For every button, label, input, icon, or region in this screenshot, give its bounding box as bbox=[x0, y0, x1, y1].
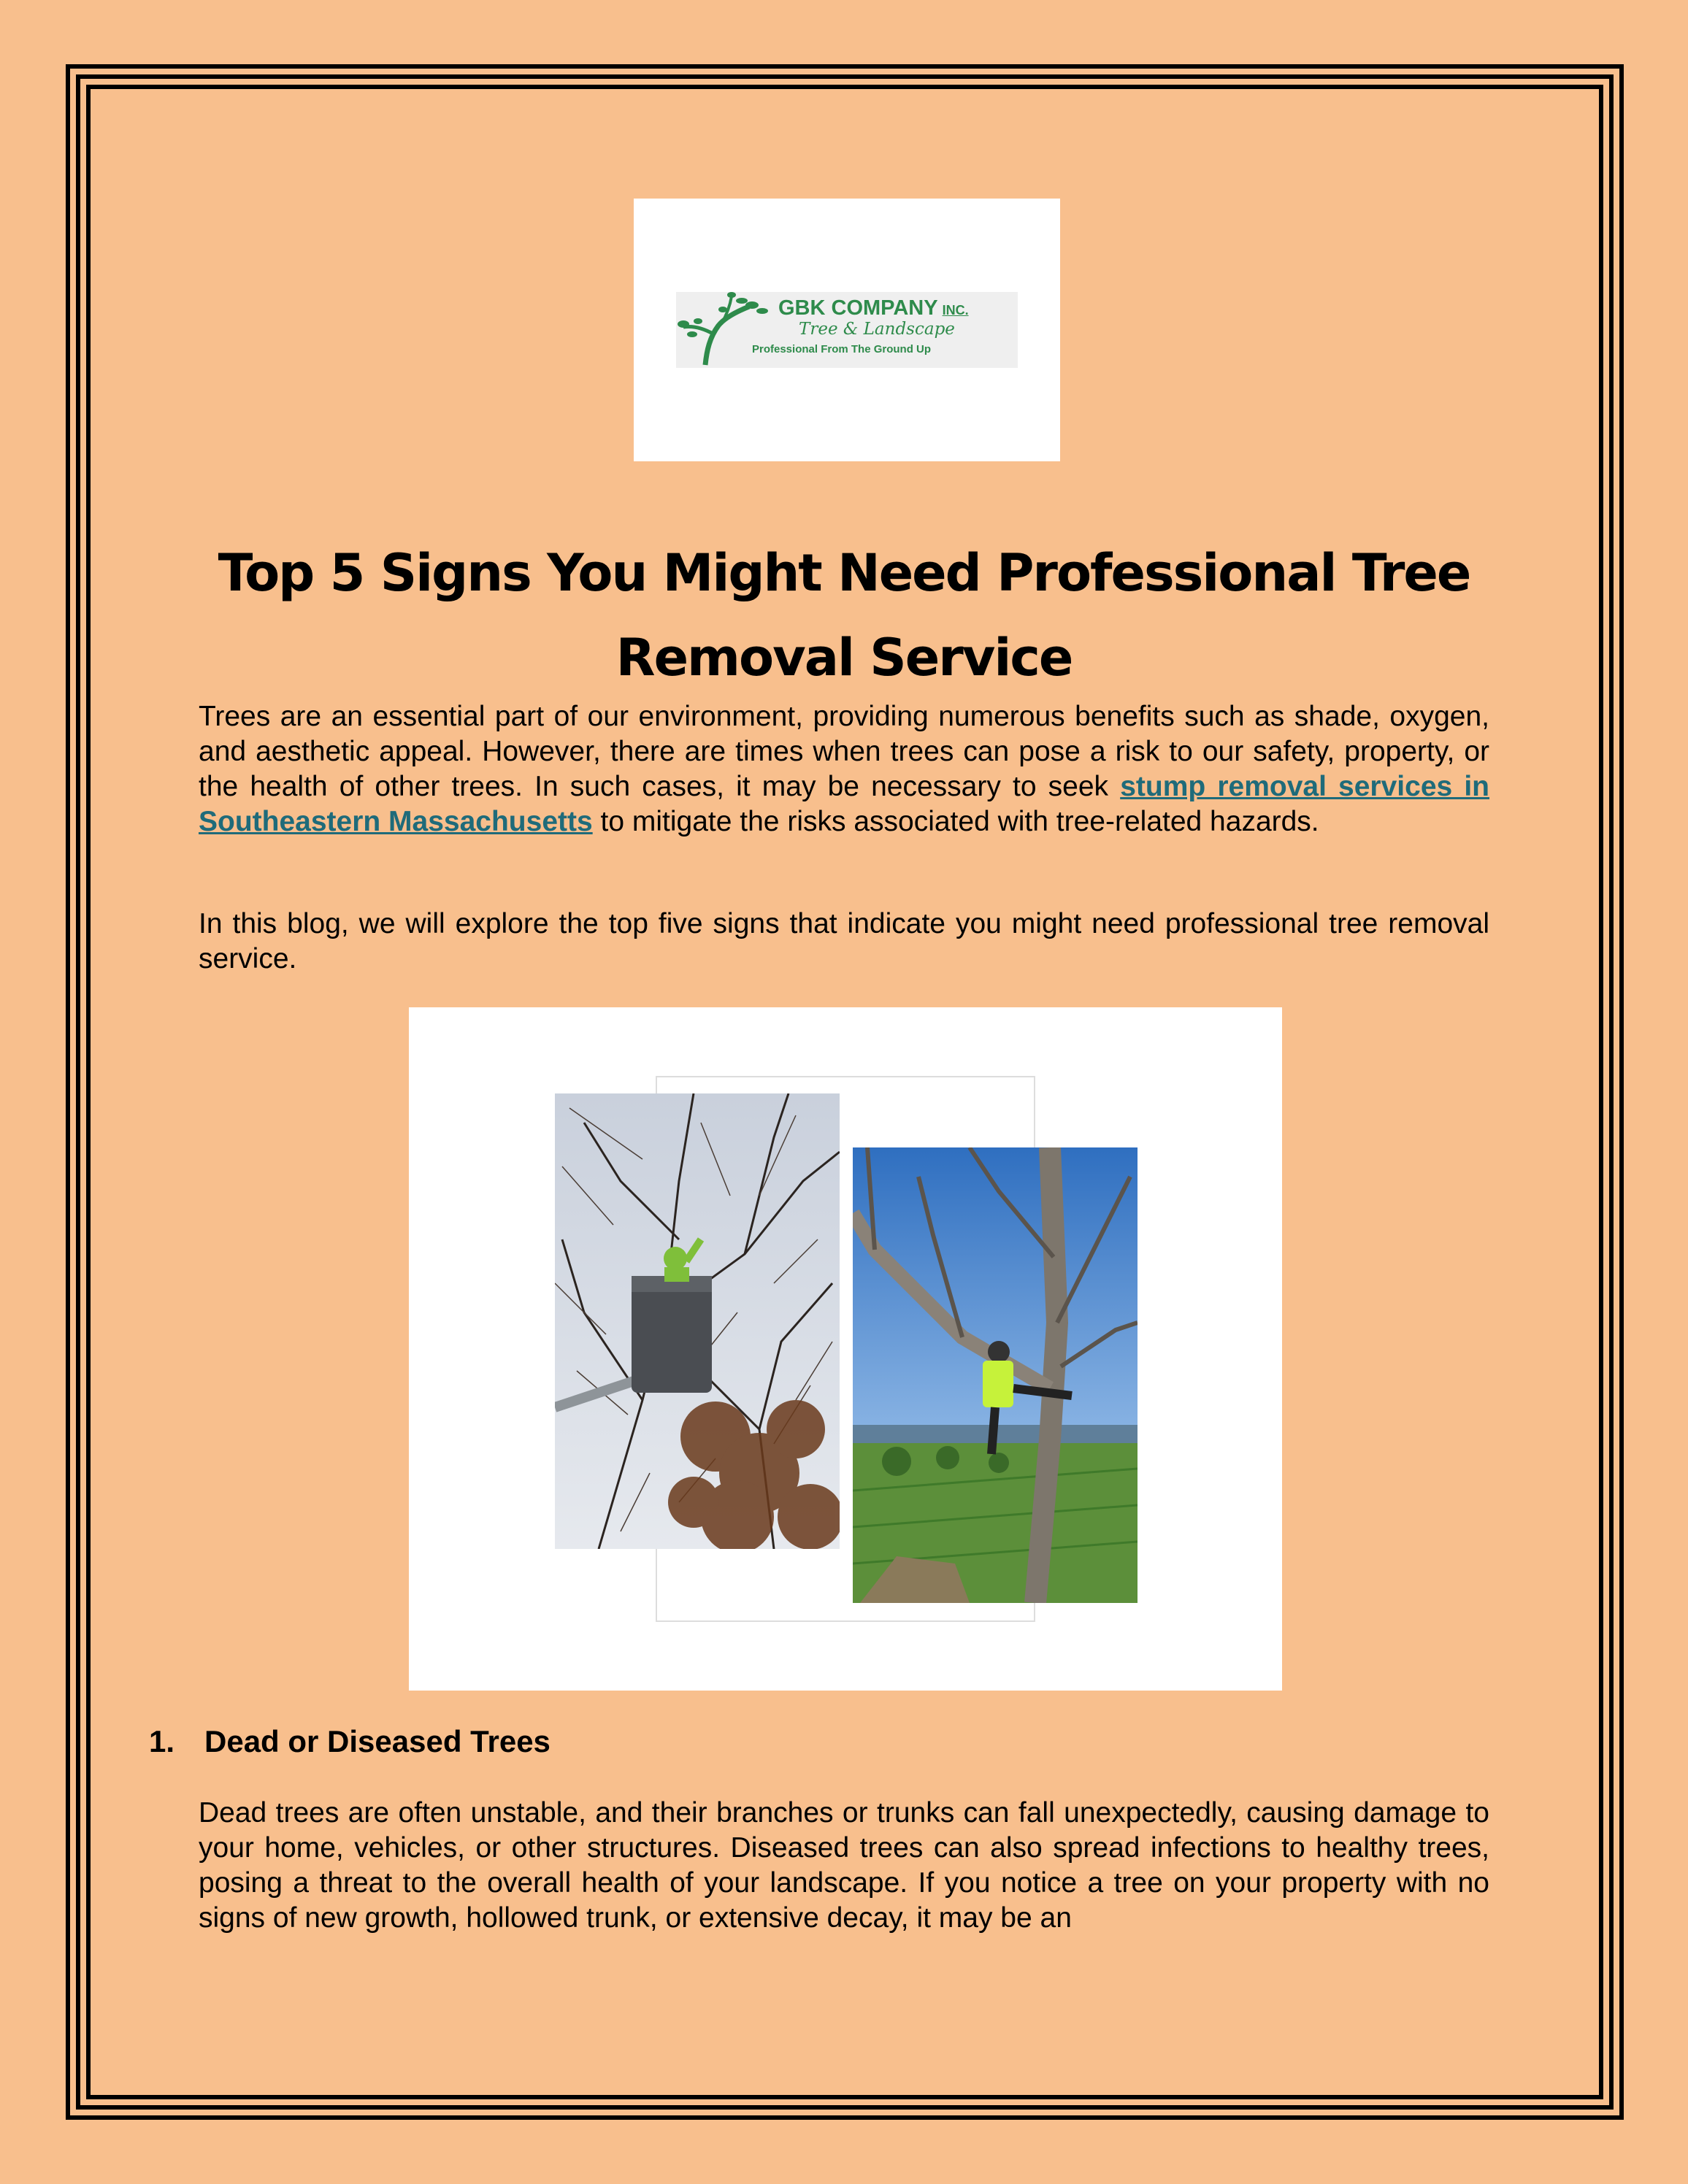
company-subtitle: Tree & Landscape bbox=[799, 320, 955, 339]
section-1-title: Dead or Diseased Trees bbox=[204, 1724, 550, 1758]
intro-text-before-link: Trees are an essential part of our environment, providing numerous benefits such as shade, oxygen, and aesthetic appeal. However, there are times when trees can pose a risk to our safety, property, or the health of other trees. In such cases, it may be necessary to seek bbox=[199, 701, 1489, 802]
logo-banner bbox=[676, 292, 1018, 368]
title-line-2: Removal Service bbox=[615, 627, 1073, 688]
section-1-heading bbox=[149, 1721, 550, 1762]
company-tagline: Professional From The Ground Up bbox=[752, 343, 932, 355]
intro-text-after-link: to mitigate the risks associated with tree-related hazards. bbox=[592, 806, 1319, 837]
intro-paragraph bbox=[199, 699, 1489, 839]
blog-intro-paragraph: In this blog, we will explore the top five signs that indicate you might need professional tree removal service. bbox=[199, 908, 1489, 974]
title-line-1: Top 5 Signs You Might Need Professional Tree bbox=[218, 542, 1470, 603]
company-name: GBK COMPANY bbox=[778, 296, 938, 320]
section-1-paragraph: Dead trees are often unstable, and their branches or trunks can fall unexpectedly, causing damage to your home, vehicles, or other structures. Diseased trees can also spread infections to healthy trees, posing a threat to the overall health of your landscape. If you notice a tree on your property with no signs of new growth, hollowed trunk, or extensive decay, it may be an bbox=[199, 1797, 1489, 1934]
tree-climber-photo bbox=[853, 1147, 1138, 1603]
company-suffix: INC. bbox=[942, 303, 969, 318]
stump-removal-link[interactable]: stump removal services in Southeastern Massachusetts bbox=[199, 771, 1489, 837]
page-title bbox=[146, 531, 1542, 700]
tree-service-photo-collage bbox=[409, 1007, 1282, 1691]
section-1-number: 1. bbox=[149, 1724, 175, 1758]
company-logo bbox=[634, 199, 1060, 461]
tree-logo-icon bbox=[676, 292, 778, 368]
bucket-truck-photo bbox=[555, 1093, 840, 1549]
